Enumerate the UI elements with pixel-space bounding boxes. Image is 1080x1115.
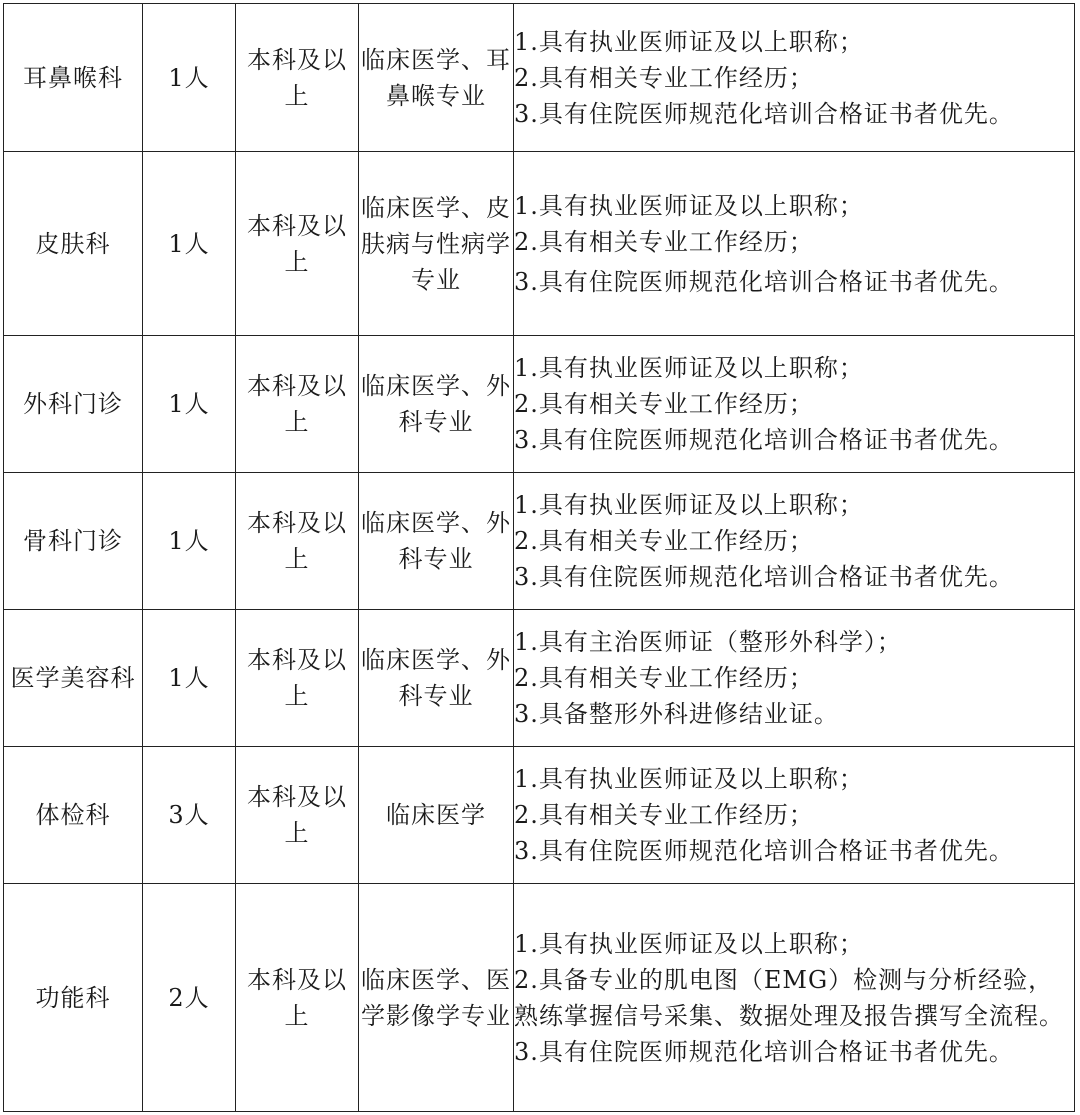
headcount-cell: 1人 xyxy=(143,4,236,152)
education-cell: 本科及以上 xyxy=(236,4,359,152)
department-cell: 医学美容科 xyxy=(4,610,143,747)
department-cell: 皮肤科 xyxy=(4,152,143,336)
requirements-cell xyxy=(514,473,1075,610)
requirements-cell xyxy=(514,747,1075,884)
education-cell: 本科及以上 xyxy=(236,884,359,1112)
department-cell: 骨科门诊 xyxy=(4,473,143,610)
department-cell: 外科门诊 xyxy=(4,336,143,473)
requirements-cell xyxy=(514,884,1075,1112)
requirement-line: 2.具有相关专业工作经历； xyxy=(514,63,814,92)
requirement-line: 2.具备专业的肌电图（EMG）检测与分析经验，熟练掌握信号采集、数据处理及报告撰写全流程。 xyxy=(514,965,1064,1030)
major-cell: 临床医学、医学影像学专业 xyxy=(359,884,514,1112)
table-row xyxy=(4,336,1075,473)
headcount-cell: 2人 xyxy=(143,884,236,1112)
headcount-cell: 3人 xyxy=(143,747,236,884)
education-cell: 本科及以上 xyxy=(236,473,359,610)
requirement-line: 1.具有执业医师证及以上职称； xyxy=(514,929,864,958)
major-cell: 临床医学、外科专业 xyxy=(359,610,514,747)
headcount-cell: 1人 xyxy=(143,152,236,336)
requirements-cell xyxy=(514,336,1075,473)
requirement-line: 2.具有相关专业工作经历； xyxy=(514,664,814,692)
requirement-line: 3.具有住院医师规范化培训合格证书者优先。 xyxy=(514,267,1014,296)
requirement-line: 1.具有执业医师证及以上职称； xyxy=(514,765,864,793)
major-cell: 临床医学、耳鼻喉专业 xyxy=(359,4,514,152)
requirement-line: 3.具有住院医师规范化培训合格证书者优先。 xyxy=(514,426,1014,454)
requirements-cell xyxy=(514,152,1075,336)
requirement-line: 1.具有执业医师证及以上职称； xyxy=(514,27,864,56)
requirement-line: 3.具有住院医师规范化培训合格证书者优先。 xyxy=(514,563,1014,591)
table-row xyxy=(4,4,1075,152)
requirements-cell xyxy=(514,610,1075,747)
table-row xyxy=(4,152,1075,336)
education-cell: 本科及以上 xyxy=(236,152,359,336)
requirement-line: 1.具有执业医师证及以上职称； xyxy=(514,354,864,382)
table-row xyxy=(4,610,1075,747)
requirement-line: 2.具有相关专业工作经历； xyxy=(514,227,814,256)
requirement-line: 2.具有相关专业工作经历； xyxy=(514,801,814,829)
education-cell: 本科及以上 xyxy=(236,610,359,747)
requirement-line: 1.具有主治医师证（整形外科学）； xyxy=(514,628,902,656)
requirement-line: 1.具有执业医师证及以上职称； xyxy=(514,191,864,220)
requirement-line: 2.具有相关专业工作经历； xyxy=(514,527,814,555)
major-cell: 临床医学、外科专业 xyxy=(359,473,514,610)
major-cell: 临床医学、外科专业 xyxy=(359,336,514,473)
headcount-cell: 1人 xyxy=(143,473,236,610)
headcount-cell: 1人 xyxy=(143,610,236,747)
table-row xyxy=(4,747,1075,884)
requirements-cell xyxy=(514,4,1075,152)
table-row xyxy=(4,473,1075,610)
requirement-line: 3.具有住院医师规范化培训合格证书者优先。 xyxy=(514,1037,1014,1066)
requirement-line: 2.具有相关专业工作经历； xyxy=(514,390,814,418)
education-cell: 本科及以上 xyxy=(236,336,359,473)
requirement-line: 3.具有住院医师规范化培训合格证书者优先。 xyxy=(514,99,1014,128)
department-cell: 功能科 xyxy=(4,884,143,1112)
department-cell: 耳鼻喉科 xyxy=(4,4,143,152)
headcount-cell: 1人 xyxy=(143,336,236,473)
requirement-line: 3.具有住院医师规范化培训合格证书者优先。 xyxy=(514,837,1014,865)
table-row xyxy=(4,884,1075,1112)
requirement-line: 1.具有执业医师证及以上职称； xyxy=(514,491,864,519)
requirement-line: 3.具备整形外科进修结业证。 xyxy=(514,700,839,728)
recruitment-table xyxy=(3,3,1075,1112)
education-cell: 本科及以上 xyxy=(236,747,359,884)
department-cell: 体检科 xyxy=(4,747,143,884)
major-cell: 临床医学 xyxy=(359,747,514,884)
major-cell: 临床医学、皮肤病与性病学专业 xyxy=(359,152,514,336)
